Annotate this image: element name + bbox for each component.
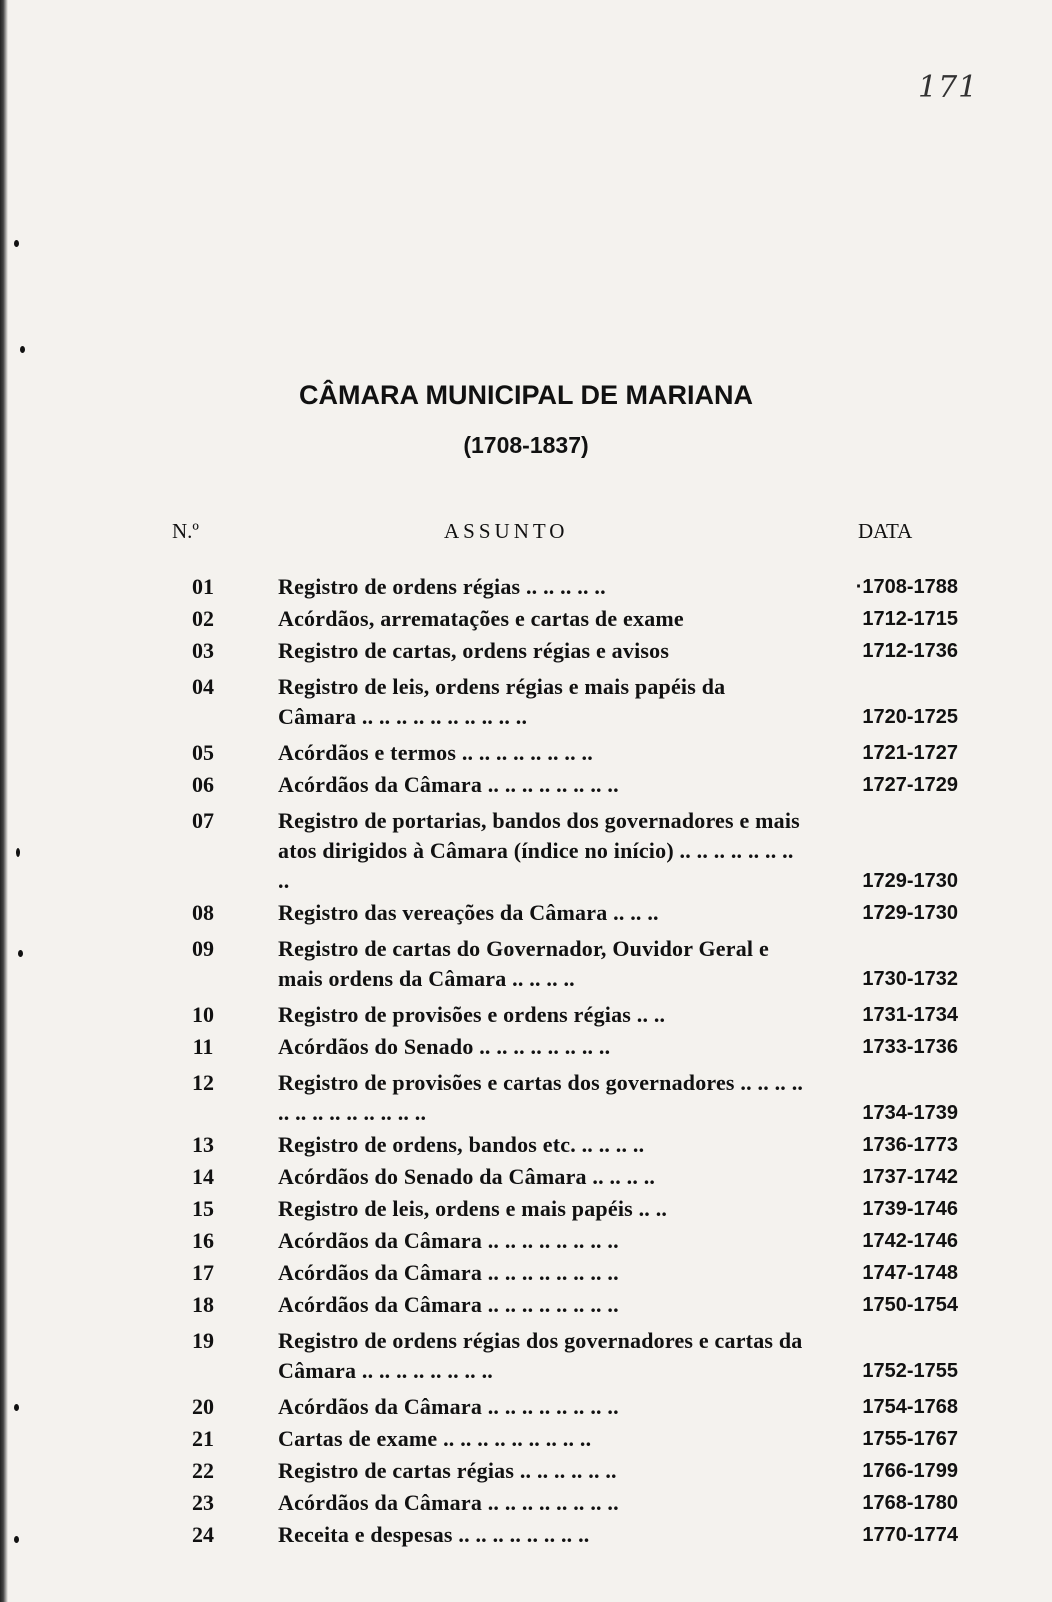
row-number: 11 xyxy=(192,1034,214,1059)
row-subject: Registro de cartas régias .. .. .. .. .. .. xyxy=(278,1458,617,1483)
row-date: 1733-1736 xyxy=(862,1036,958,1058)
row-subject: Acórdãos do Senado da Câmara .. .. .. .. xyxy=(278,1164,656,1189)
row-subject: Registro de cartas, ordens régias e avisos xyxy=(278,638,670,663)
record-list xyxy=(0,572,1052,1552)
row-subject: Acórdãos da Câmara .. .. .. .. .. .. .. .. xyxy=(278,772,619,797)
row-number: 08 xyxy=(192,900,214,925)
row-date: 1720-1725 xyxy=(862,706,958,728)
table-row xyxy=(0,898,1052,928)
row-subject: Registro de cartas do Governador, Ouvidor Geral e mais ordens da Câmara .. .. .. .. xyxy=(278,936,769,991)
table-row xyxy=(0,1226,1052,1256)
table-row xyxy=(0,636,1052,666)
column-header-date: DATA xyxy=(858,519,913,543)
row-number: 03 xyxy=(192,638,214,663)
row-subject: Acórdãos da Câmara .. .. .. .. .. .. .. .. xyxy=(278,1260,619,1285)
table-row xyxy=(0,1032,1052,1062)
row-subject: Registro de ordens régias .. .. .. .. .. xyxy=(278,574,606,599)
row-date: 1729-1730 xyxy=(862,902,958,924)
row-date: 1755-1767 xyxy=(862,1428,958,1450)
row-date: 1730-1732 xyxy=(862,968,958,990)
row-date: 1712-1736 xyxy=(862,640,958,662)
row-subject: Acórdãos, arrematações e cartas de exame xyxy=(278,606,684,631)
row-subject: Receita e despesas .. .. .. .. .. .. .. .. xyxy=(278,1522,590,1547)
table-row xyxy=(0,1392,1052,1422)
row-subject: Registro de ordens régias dos governadores e cartas da Câmara .. .. .. .. .. .. .. .. xyxy=(278,1328,803,1383)
table-row xyxy=(0,1424,1052,1454)
row-subject: Registro das vereações da Câmara .. .. .. xyxy=(278,900,659,925)
table-row xyxy=(0,1290,1052,1320)
row-subject: Registro de leis, ordens régias e mais papéis da Câmara .. .. .. .. .. .. .. .. .. .. xyxy=(278,674,726,729)
row-subject: Acórdãos e termos .. .. .. .. .. .. .. .. xyxy=(278,740,593,765)
table-row xyxy=(0,1068,1052,1128)
table-row xyxy=(0,1194,1052,1224)
row-number: 01 xyxy=(192,574,214,599)
document-title: CÂMARA MUNICIPAL DE MARIANA xyxy=(299,380,753,410)
row-date: 1731-1734 xyxy=(862,1004,958,1026)
table-row xyxy=(0,806,1052,896)
column-header-subject: ASSUNTO xyxy=(444,519,569,543)
row-subject: Acórdãos do Senado .. .. .. .. .. .. .. .. xyxy=(278,1034,611,1059)
row-number: 18 xyxy=(192,1292,214,1317)
table-row xyxy=(0,738,1052,768)
row-date: 1750-1754 xyxy=(862,1294,958,1316)
row-number: 22 xyxy=(192,1458,214,1483)
row-number: 14 xyxy=(192,1164,214,1189)
row-number: 23 xyxy=(192,1490,214,1515)
row-date: 1766-1799 xyxy=(862,1460,958,1482)
row-date: 1736-1773 xyxy=(862,1134,958,1156)
table-row xyxy=(0,1258,1052,1288)
row-date: 1729-1730 xyxy=(862,870,958,892)
row-subject: Registro de provisões e cartas dos governadores .. .. .. .. .. .. .. .. .. .. .. .. .. xyxy=(278,1070,804,1125)
row-date: 1721-1727 xyxy=(862,742,958,764)
print-speck xyxy=(14,240,19,247)
row-subject: Acórdãos da Câmara .. .. .. .. .. .. .. .. xyxy=(278,1292,619,1317)
row-number: 07 xyxy=(192,808,214,833)
row-number: 09 xyxy=(192,936,214,961)
row-number: 10 xyxy=(192,1002,214,1027)
row-number: 12 xyxy=(192,1070,214,1095)
row-subject: Cartas de exame .. .. .. .. .. .. .. .. .. xyxy=(278,1426,592,1451)
document-date-range: (1708-1837) xyxy=(463,432,589,458)
row-date: 1742-1746 xyxy=(862,1230,958,1252)
handwritten-page-number: 171 xyxy=(918,70,979,105)
row-number: 15 xyxy=(192,1196,214,1221)
row-date: 1752-1755 xyxy=(862,1360,958,1382)
row-subject: Registro de leis, ordens e mais papéis .. .. xyxy=(278,1196,668,1221)
row-date: 1770-1774 xyxy=(862,1524,958,1546)
row-number: 06 xyxy=(192,772,214,797)
row-date: 1737-1742 xyxy=(862,1166,958,1188)
table-row xyxy=(0,1488,1052,1518)
table-row xyxy=(0,1326,1052,1386)
row-number: 20 xyxy=(192,1394,214,1419)
row-date: ·1708-1788 xyxy=(855,576,958,598)
row-number: 21 xyxy=(192,1426,214,1451)
table-row xyxy=(0,1130,1052,1160)
row-subject: Registro de portarias, bandos dos governadores e mais atos dirigidos à Câmara (índice no início) .. .. .. .. .. .. .. .. xyxy=(278,808,800,893)
table-row xyxy=(0,604,1052,634)
row-number: 02 xyxy=(192,606,214,631)
row-subject: Registro de provisões e ordens régias .. .. xyxy=(278,1002,666,1027)
row-number: 17 xyxy=(192,1260,214,1285)
row-date: 1712-1715 xyxy=(862,608,958,630)
row-subject: Registro de ordens, bandos etc. .. .. .. .. xyxy=(278,1132,645,1157)
row-date: 1754-1768 xyxy=(862,1396,958,1418)
table-row xyxy=(0,1456,1052,1486)
table-row xyxy=(0,1000,1052,1030)
row-number: 04 xyxy=(192,674,214,699)
row-number: 05 xyxy=(192,740,214,765)
table-row xyxy=(0,934,1052,994)
table-row xyxy=(0,770,1052,800)
table-row xyxy=(0,672,1052,732)
row-number: 13 xyxy=(192,1132,214,1157)
column-header-number: N.º xyxy=(172,519,199,543)
row-date: 1734-1739 xyxy=(862,1102,958,1124)
row-date: 1739-1746 xyxy=(862,1198,958,1220)
row-subject: Acórdãos da Câmara .. .. .. .. .. .. .. .. xyxy=(278,1228,619,1253)
row-date: 1768-1780 xyxy=(862,1492,958,1514)
row-number: 24 xyxy=(192,1522,214,1547)
row-subject: Acórdãos da Câmara .. .. .. .. .. .. .. .. xyxy=(278,1490,619,1515)
print-speck xyxy=(20,346,25,353)
row-number: 19 xyxy=(192,1328,214,1353)
row-subject: Acórdãos da Câmara .. .. .. .. .. .. .. .. xyxy=(278,1394,619,1419)
table-row xyxy=(0,1162,1052,1192)
row-date: 1747-1748 xyxy=(862,1262,958,1284)
row-date: 1727-1729 xyxy=(862,774,958,796)
table-row xyxy=(0,1520,1052,1550)
table-row xyxy=(0,572,1052,602)
row-number: 16 xyxy=(192,1228,214,1253)
